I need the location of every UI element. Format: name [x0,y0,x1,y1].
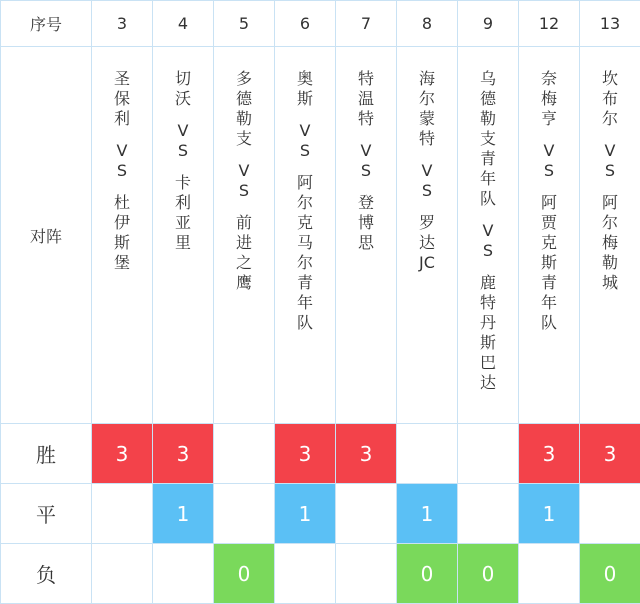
vs-label: VS [113,141,131,181]
win-cell: 3 [580,424,640,484]
vs-label: VS [479,221,497,261]
vs-label: VS [418,161,436,201]
home-team: 奈梅亨 [540,69,558,129]
match-number: 4 [153,1,214,47]
win-row [1,424,640,484]
draw-cell [458,484,519,544]
away-team: 杜伊斯堡 [113,193,131,273]
match-number: 12 [519,1,580,47]
matchup-cell [519,47,580,424]
draw-cell: 1 [275,484,336,544]
match-number: 8 [397,1,458,47]
vs-label: VS [174,121,192,161]
away-team: 鹿特丹斯巴达 [479,273,497,393]
win-cell: 3 [275,424,336,484]
vs-label: VS [296,121,314,161]
away-team: 阿尔克马尔青年队 [296,173,314,333]
draw-cell: 1 [519,484,580,544]
match-number: 6 [275,1,336,47]
win-cell [458,424,519,484]
home-team: 奥斯 [296,69,314,109]
matchup-text [174,69,192,253]
home-team: 海尔蒙特 [418,69,436,149]
vs-label: VS [235,161,253,201]
matchup-text [418,69,436,273]
matchup-cell [336,47,397,424]
away-team: 阿尔梅勒城 [601,193,619,293]
draw-cell [214,484,275,544]
matchup-text [601,69,619,293]
draw-cell [336,484,397,544]
away-team: 登博思 [357,193,375,253]
matchup-cell [92,47,153,424]
matchup-cell [397,47,458,424]
away-team: 卡利亚里 [174,173,192,253]
matchup-cell [275,47,336,424]
draw-row-label: 平 [1,484,92,544]
home-team: 坎布尔 [601,69,619,129]
home-team: 特温特 [357,69,375,129]
win-cell: 3 [519,424,580,484]
home-team: 圣保利 [113,69,131,129]
home-team: 切沃 [174,69,192,109]
loss-row-label: 负 [1,544,92,604]
matchup-row [1,47,640,424]
away-team: 罗达JC [418,213,436,273]
draw-row [1,484,640,544]
matchup-cell [214,47,275,424]
draw-cell: 1 [153,484,214,544]
vs-label: VS [357,141,375,181]
win-cell [214,424,275,484]
away-team: 前进之鹰 [235,213,253,293]
win-row-label: 胜 [1,424,92,484]
match-number: 13 [580,1,640,47]
win-cell: 3 [336,424,397,484]
home-team: 乌德勒支青年队 [479,69,497,209]
draw-cell [92,484,153,544]
vs-label: VS [540,141,558,181]
away-team: 阿贾克斯青年队 [540,193,558,333]
vs-label: VS [601,141,619,181]
index-header: 序号 [1,1,92,47]
match-number: 7 [336,1,397,47]
win-cell: 3 [92,424,153,484]
loss-cell: 0 [458,544,519,604]
win-cell: 3 [153,424,214,484]
matchup-text [479,69,497,393]
match-number: 5 [214,1,275,47]
matchup-cell [580,47,640,424]
loss-cell: 0 [214,544,275,604]
matchup-text [296,69,314,333]
matchup-text [540,69,558,333]
match-number: 3 [92,1,153,47]
matchup-row-label: 对阵 [1,47,92,424]
draw-cell: 1 [397,484,458,544]
matchup-cell [458,47,519,424]
home-team: 多德勒支 [235,69,253,149]
matchup-cell [153,47,214,424]
header-row [1,1,640,47]
match-number: 9 [458,1,519,47]
matchup-text [357,69,375,253]
matchup-text [113,69,131,273]
win-cell [397,424,458,484]
loss-cell: 0 [580,544,640,604]
loss-cell: 0 [397,544,458,604]
matchup-text [235,69,253,293]
draw-cell [580,484,640,544]
